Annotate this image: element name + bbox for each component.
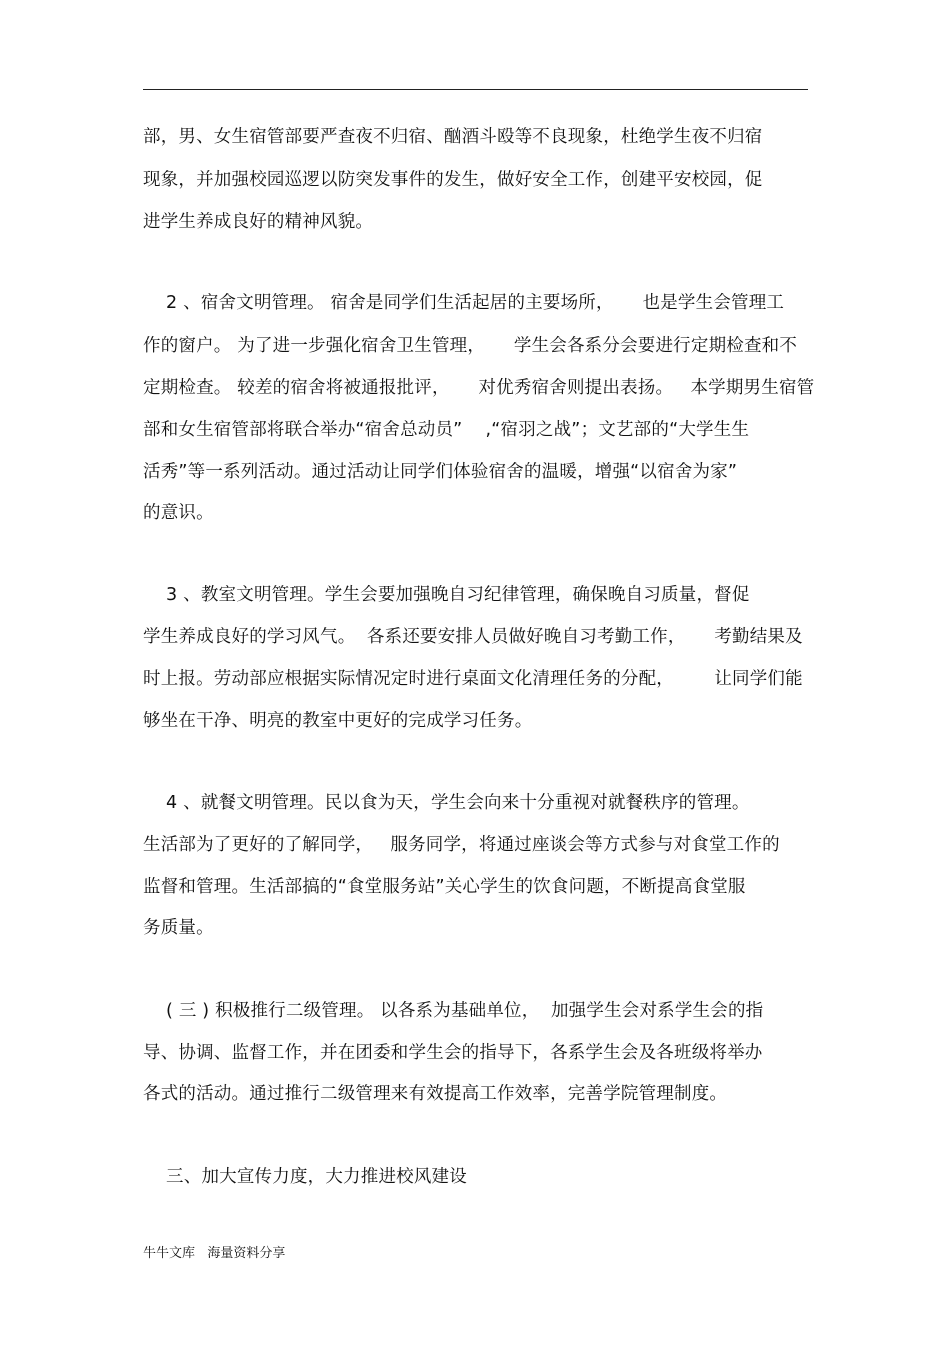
paragraph-start-line: 3 、教室文明管理。学生会要加强晚自习纪律管理，确保晚自习质量，督促 — [143, 585, 750, 605]
text-line: 定期检查。 较差的宿舍将被通报批评， 对优秀宿舍则提出表扬。 本学期男生宿管 — [143, 378, 815, 398]
text-line: 活秀”等一系列活动。通过活动让同学们体验宿舍的温暖，增强“以宿舍为家” — [143, 462, 738, 482]
text-line: 监督和管理。生活部搞的“食堂服务站”关心学生的饮食问题，不断提高食堂服 — [143, 877, 746, 897]
paragraph-start-line: 2 、宿舍文明管理。 宿舍是同学们生活起居的主要场所， 也是学生会管理工 — [143, 293, 785, 313]
text-line: 部，男、女生宿管部要严查夜不归宿、酗酒斗殴等不良现象，杜绝学生夜不归宿 — [143, 127, 763, 147]
text-line: 作的窗户。 为了进一步强化宿舍卫生管理， 学生会各系分会要进行定期检查和不 — [143, 336, 798, 356]
paragraph-start-line: ( 三 ) 积极推行二级管理。 以各系为基础单位， 加强学生会对系学生会的指 — [143, 1001, 764, 1021]
text-line: 生活部为了更好的了解同学， 服务同学，将通过座谈会等方式参与对食堂工作的 — [143, 835, 780, 855]
text-line: 各式的活动。通过推行二级管理来有效提高工作效率，完善学院管理制度。 — [143, 1084, 728, 1104]
text-line: 学生养成良好的学习风气。 各系还要安排人员做好晚自习考勤工作， 考勤结果及 — [143, 627, 803, 647]
text-line: 够坐在干净、明亮的教室中更好的完成学习任务。 — [143, 711, 533, 731]
header-rule — [143, 89, 808, 90]
text-line: 导、协调、监督工作，并在团委和学生会的指导下，各系学生会及各班级将举办 — [143, 1043, 763, 1063]
paragraph-start-line: 4 、就餐文明管理。民以食为天，学生会向来十分重视对就餐秩序的管理。 — [143, 793, 750, 813]
text-line: 时上报。劳动部应根据实际情况定时进行桌面文化清理任务的分配， 让同学们能 — [143, 669, 803, 689]
text-line: 的意识。 — [143, 503, 214, 523]
text-line: 现象，并加强校园巡逻以防突发事件的发生，做好安全工作，创建平安校园，促 — [143, 170, 763, 190]
page-footer: 牛牛文库 海量资料分享 — [143, 1246, 286, 1261]
text-line: 务质量。 — [143, 918, 214, 938]
text-line: 进学生养成良好的精神风貌。 — [143, 212, 374, 232]
section-heading: 三、加大宣传力度，大力推进校风建设 — [143, 1167, 467, 1187]
text-line: 部和女生宿管部将联合举办“宿舍总动员” ,“宿羽之战”；文艺部的“大学生生 — [143, 420, 750, 440]
